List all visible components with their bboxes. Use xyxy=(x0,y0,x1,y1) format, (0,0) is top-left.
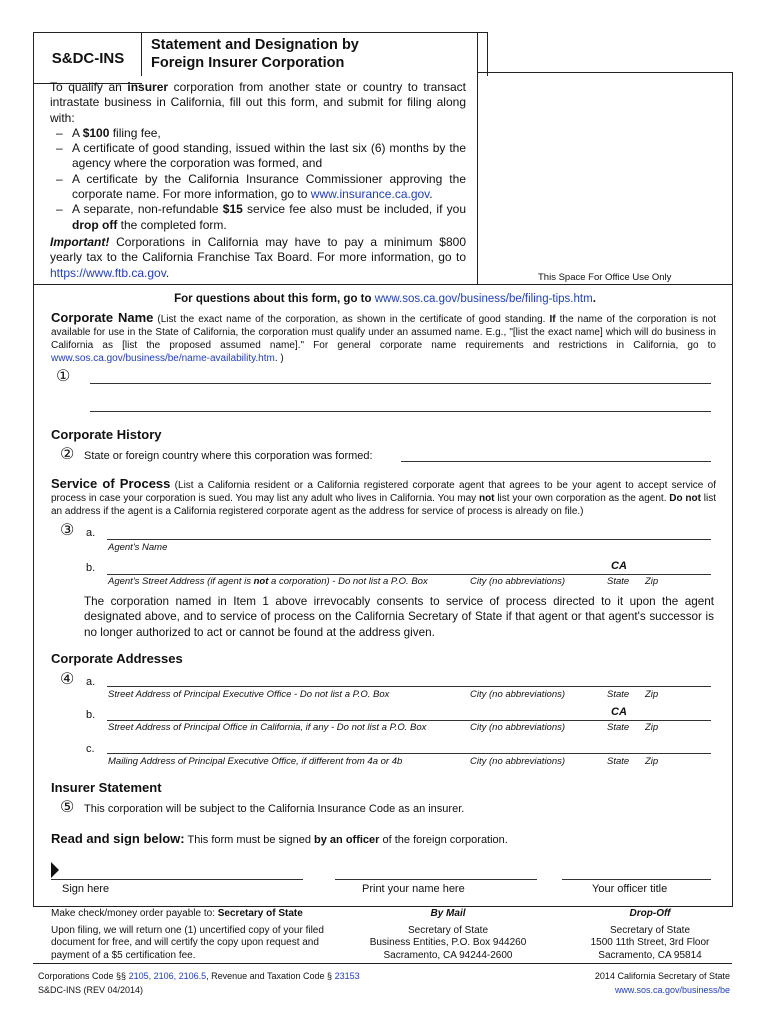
address-c-caption: Mailing Address of Principal Executive Office, if different from 4a or 4b xyxy=(108,756,403,767)
city-label: City (no abbreviations) xyxy=(470,576,566,587)
item-number-2: ② xyxy=(60,446,75,463)
agent-address-field[interactable] xyxy=(107,574,711,575)
principal-exec-address-field[interactable] xyxy=(107,686,711,687)
formation-state-field[interactable] xyxy=(401,461,711,462)
section-heading: Read and sign below: xyxy=(51,831,185,846)
service-of-process-section xyxy=(51,477,716,518)
drop-off-block xyxy=(570,908,730,962)
sign-here-label: Sign here xyxy=(62,883,110,895)
mailing-address-field[interactable] xyxy=(107,753,711,754)
section-heading: Corporate Addresses xyxy=(51,651,183,666)
list-item: – A $100 filing fee, xyxy=(56,125,161,140)
intro-paragraph: To qualify an insurer corporation from another state or country to transact intrastate business in California, fill out this form, and submit for filing along with: xyxy=(50,80,466,125)
ftb-link[interactable]: https://www.ftb.ca.gov xyxy=(50,265,166,280)
drop-off-heading: Drop-Off xyxy=(629,908,671,919)
office-box-left-border xyxy=(477,32,478,284)
state-label: State xyxy=(607,576,630,587)
corporate-name-note: Corporate Name (List the exact name of the corporation, as shown in the certificate of good standing. If the name of the corporation is not available for use in the State of California, the corporation must qualify under an assumed name. E.g., "[list the exact name] which will do business in California as [list the proposed assumed name]." For general corporate name requirements and restrictions in California, go to www.sos.ca.gov/business/be/name-availability.htm. ) xyxy=(51,310,717,364)
item-number-3: ③ xyxy=(60,522,75,539)
drop-line: Sacramento, CA 95814 xyxy=(598,949,702,961)
payable-to: Make check/money order payable to: Secretary of State xyxy=(51,908,303,919)
form-title xyxy=(141,32,488,76)
item-a-label: a. xyxy=(86,527,96,539)
sign-arrow-icon xyxy=(51,862,59,878)
title-line-2: Foreign Insurer Corporation xyxy=(151,55,345,71)
item-b-label: b. xyxy=(86,562,96,574)
insurance-link[interactable]: www.insurance.ca.gov xyxy=(310,187,430,202)
business-site-link[interactable]: www.sos.ca.gov/business/be xyxy=(614,985,730,995)
print-name-field[interactable] xyxy=(335,879,537,880)
zip-label: Zip xyxy=(645,689,659,700)
insurer-statement-text: This corporation will be subject to the California Insurance Code as an insurer. xyxy=(84,803,465,815)
address-b-label: b. xyxy=(86,709,96,721)
officer-title-label: Your officer title xyxy=(592,883,668,895)
office-box-top-border xyxy=(477,72,732,73)
form-id: S&DC-INS xyxy=(33,32,142,84)
state-label: State xyxy=(607,689,630,700)
footer-divider xyxy=(33,963,732,964)
sign-instructions: Read and sign below: This form must be signed by an officer of the foreign corporation. xyxy=(51,831,508,846)
mail-line: Sacramento, CA 94244-2600 xyxy=(383,949,513,961)
intro-text xyxy=(50,80,466,281)
section-heading: Insurer Statement xyxy=(51,780,162,795)
copyright: 2014 California Secretary of State xyxy=(594,971,730,981)
main-frame-right xyxy=(732,284,733,907)
important-note: Important! Corporations in California may have to pay a minimum $800 yearly tax to the California Franchise Tax Board. For more information, go to https://www.ftb.ca.gov. xyxy=(50,234,466,280)
section-heading: Service of Process xyxy=(51,476,171,491)
state-ca: CA xyxy=(611,706,627,718)
agent-address-label: Agent's Street Address (if agent is not a corporation) - Do not list a P.O. Box xyxy=(108,576,428,587)
state-ca: CA xyxy=(611,560,627,572)
mail-line: Secretary of State xyxy=(407,924,489,936)
by-mail-block xyxy=(358,908,538,962)
copy-note: Upon filing, we will return one (1) uncertified copy of your filed document for free, and will certify the copy upon request and payment of a $5 certification fee. xyxy=(51,924,324,961)
office-use-label: This Space For Office Use Only xyxy=(538,272,672,283)
zip-label: Zip xyxy=(645,722,659,733)
address-c-label: c. xyxy=(86,743,95,755)
item-number-1: ① xyxy=(56,368,71,385)
filing-tips-link[interactable]: www.sos.ca.gov/business/be/filing-tips.htm xyxy=(374,293,593,305)
state-label: State xyxy=(607,756,630,767)
main-frame-bottom xyxy=(33,906,732,907)
section-heading: Corporate History xyxy=(51,427,162,442)
drop-line: 1500 11th Street, 3rd Floor xyxy=(590,937,710,948)
list-item: – A separate, non-refundable $15 service fee also must be included, if you drop off the completed form. xyxy=(56,202,466,232)
zip-label: Zip xyxy=(645,756,659,767)
by-mail-heading: By Mail xyxy=(430,908,466,919)
zip-label: Zip xyxy=(645,576,659,587)
corporate-name-field-line-1[interactable] xyxy=(90,383,711,384)
agent-name-label: Agent's Name xyxy=(108,542,168,553)
signature-field[interactable] xyxy=(51,879,303,880)
list-item: – A certificate by the California Insurance Commissioner approving the corporate name. For more information, go to www.insurance.ca.gov. xyxy=(56,171,466,202)
city-label: City (no abbreviations) xyxy=(470,722,566,733)
payment-instructions xyxy=(51,908,351,962)
office-box-right-border xyxy=(732,72,733,284)
corporations-code-links[interactable]: 2105, 2106, 2106.5 xyxy=(128,971,207,981)
main-frame-top xyxy=(33,284,732,285)
agent-name-field[interactable] xyxy=(107,539,711,540)
drop-line: Secretary of State xyxy=(609,924,691,936)
list-item: – A certificate of good standing, issued within the last six (6) months by the agency where the corporation was formed, and xyxy=(56,141,466,171)
name-availability-link[interactable]: www.sos.ca.gov/business/be/name-availability.htm xyxy=(51,353,275,364)
consent-statement: The corporation named in Item 1 above irrevocably consents to service of process directed to it upon the agent designated above, and to service of process on the California Secretary of State if that agent or that agent's successor is no longer authorized to act or cannot be found at the address given. xyxy=(84,595,714,639)
questions-line: For questions about this form, go to www.sos.ca.gov/business/be/filing-tips.htm. xyxy=(174,293,596,305)
print-name-label: Print your name here xyxy=(362,883,465,895)
corporate-name-field-line-2[interactable] xyxy=(90,411,711,412)
city-label: City (no abbreviations) xyxy=(470,756,566,767)
principal-ca-address-field[interactable] xyxy=(107,720,711,721)
address-a-caption: Street Address of Principal Executive Office - Do not list a P.O. Box xyxy=(108,689,390,700)
mail-line: Business Entities, P.O. Box 944260 xyxy=(369,937,527,948)
item-number-4: ④ xyxy=(60,671,75,688)
title-line-1: Statement and Designation by xyxy=(151,37,359,53)
revision: S&DC-INS (REV 04/2014) xyxy=(38,985,144,995)
item-number-5: ⑤ xyxy=(60,799,75,816)
requirements-list xyxy=(50,126,466,233)
address-a-label: a. xyxy=(86,676,96,688)
history-label: State or foreign country where this corporation was formed: xyxy=(84,450,373,462)
section-heading: Corporate Name xyxy=(51,310,154,325)
officer-title-field[interactable] xyxy=(562,879,711,880)
address-b-caption: Street Address of Principal Office in California, if any - Do not list a P.O. Box xyxy=(108,722,427,733)
state-label: State xyxy=(607,722,630,733)
tax-code-link[interactable]: 23153 xyxy=(334,971,360,981)
corporate-name-section xyxy=(51,311,716,365)
city-label: City (no abbreviations) xyxy=(470,689,566,700)
main-frame-left xyxy=(33,82,34,907)
service-note: Service of Process (List a California resident or a California registered corporate agent that agrees to be your agent to accept service of process in case your corporation is sued. You may list any adult who lives in California. You may not list your own corporation as the agent. Do not list an address if the agent is a California registered corporate agent as the address for service of process is already on file.) xyxy=(51,476,717,517)
code-citations: Corporations Code §§ 2105, 2106, 2106.5, Revenue and Taxation Code § 23153 xyxy=(38,971,360,981)
